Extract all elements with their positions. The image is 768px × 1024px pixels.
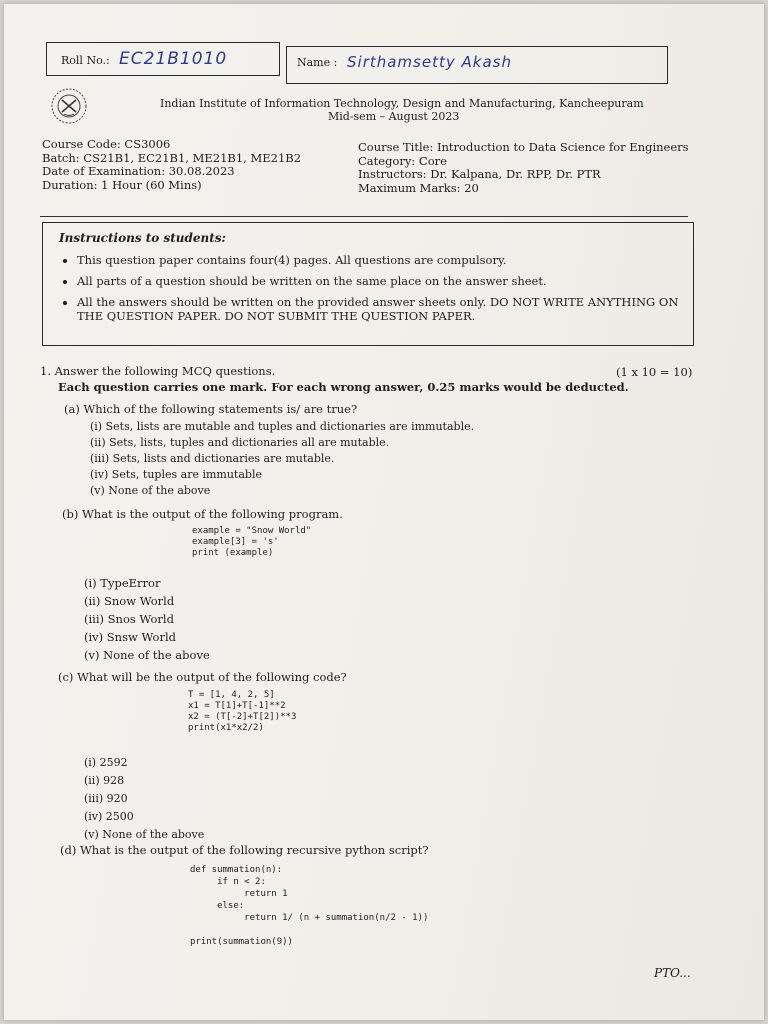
page-turn-note: PTO...	[654, 966, 691, 980]
option: (iii) 920	[84, 792, 128, 805]
exam-date: Date of Examination: 30.08.2023	[42, 164, 235, 178]
course-title: Course Title: Introduction to Data Science for Engineers	[358, 140, 689, 154]
instructions-title: Instructions to students:	[59, 231, 226, 245]
option: (v) None of the above	[90, 484, 211, 497]
institute-name: Indian Institute of Information Technology, Design and Manufacturing, Kancheepuram	[160, 97, 644, 110]
instruction-item: • All parts of a question should be written on the same place on the answer sheet.	[77, 274, 679, 288]
question-1-note: Each question carries one mark. For each wrong answer, 0.25 marks would be deducted.	[58, 380, 629, 394]
option: (ii) Sets, lists, tuples and dictionaries all are mutable.	[90, 436, 390, 449]
instruction-item: • This question paper contains four(4) pages. All questions are compulsory.	[77, 253, 679, 267]
roll-value: EC21B1010	[119, 49, 228, 69]
question-1d-stem: (d) What is the output of the following recursive python script?	[60, 843, 429, 857]
option: (iii) Sets, lists and dictionaries are mutable.	[90, 452, 335, 465]
option: (iv) 2500	[84, 810, 134, 823]
question-1c-stem: (c) What will be the output of the following code?	[58, 670, 347, 684]
option: (ii) 928	[84, 774, 125, 787]
option: (v) None of the above	[84, 828, 205, 841]
instruction-item: • All the answers should be written on the provided answer sheets only. DO NOT WRITE ANYTHING ON THE QUESTION PAPER. DO NOT SUBMIT THE QUESTION PAPER.	[77, 295, 679, 323]
question-1d-code: def summation(n): if n < 2: return 1 else: return 1/ (n + summation(n/2 - 1)) print(summation(9))	[190, 865, 429, 947]
option: (i) 2592	[84, 756, 128, 769]
roll-label: Roll No.:	[61, 54, 110, 67]
option: (ii) Snow World	[84, 594, 175, 608]
question-1c-code: T = [1, 4, 2, 5] x1 = T[1]+T[-1]**2 x2 = (T[-2]+T[2])**3 print(x1*x2/2)	[188, 690, 297, 733]
option: (i) Sets, lists are mutable and tuples and dictionaries are immutable.	[90, 420, 475, 433]
question-1b-stem: (b) What is the output of the following program.	[62, 507, 343, 521]
option: (iv) Sets, tuples are immutable	[90, 468, 262, 481]
question-1b-code: example = "Snow World" example[3] = 's' print (example)	[192, 526, 312, 558]
course-meta-left	[42, 138, 301, 192]
question-1-title: 1. Answer the following MCQ questions.	[40, 364, 276, 378]
option: (v) None of the above	[84, 648, 210, 662]
question-1a-options	[90, 420, 474, 500]
duration: Duration: 1 Hour (60 Mins)	[42, 177, 202, 192]
institute-logo	[46, 86, 92, 126]
category: Category: Core	[358, 153, 447, 168]
question-1c-options	[84, 756, 204, 846]
question-paper	[4, 4, 764, 1020]
question-1-marks: (1 x 10 = 10)	[616, 365, 693, 379]
name-value: Sirthamsetty Akash	[347, 53, 512, 71]
question-1a-stem: (a) Which of the following statements is/ are true?	[64, 402, 358, 416]
batch: Batch: CS21B1, EC21B1, ME21B1, ME21B2	[42, 150, 302, 165]
question-1b-options	[84, 576, 210, 666]
instructions-list	[49, 253, 679, 330]
exam-title: Mid-sem – August 2023	[328, 110, 460, 123]
instructors: Instructors: Dr. Kalpana, Dr. RPP, Dr. PTR	[358, 167, 601, 181]
name-box	[286, 46, 668, 84]
instructions-box	[42, 222, 694, 346]
course-meta-right	[358, 141, 689, 195]
option: (iii) Snos World	[84, 612, 174, 626]
name-label: Name :	[297, 56, 338, 69]
roll-number-box	[46, 42, 280, 76]
maximum-marks: Maximum Marks: 20	[358, 180, 479, 195]
divider-line	[40, 216, 688, 217]
option: (iv) Snsw World	[84, 630, 176, 644]
course-code: Course Code: CS3006	[42, 137, 171, 151]
option: (i) TypeError	[84, 576, 161, 590]
